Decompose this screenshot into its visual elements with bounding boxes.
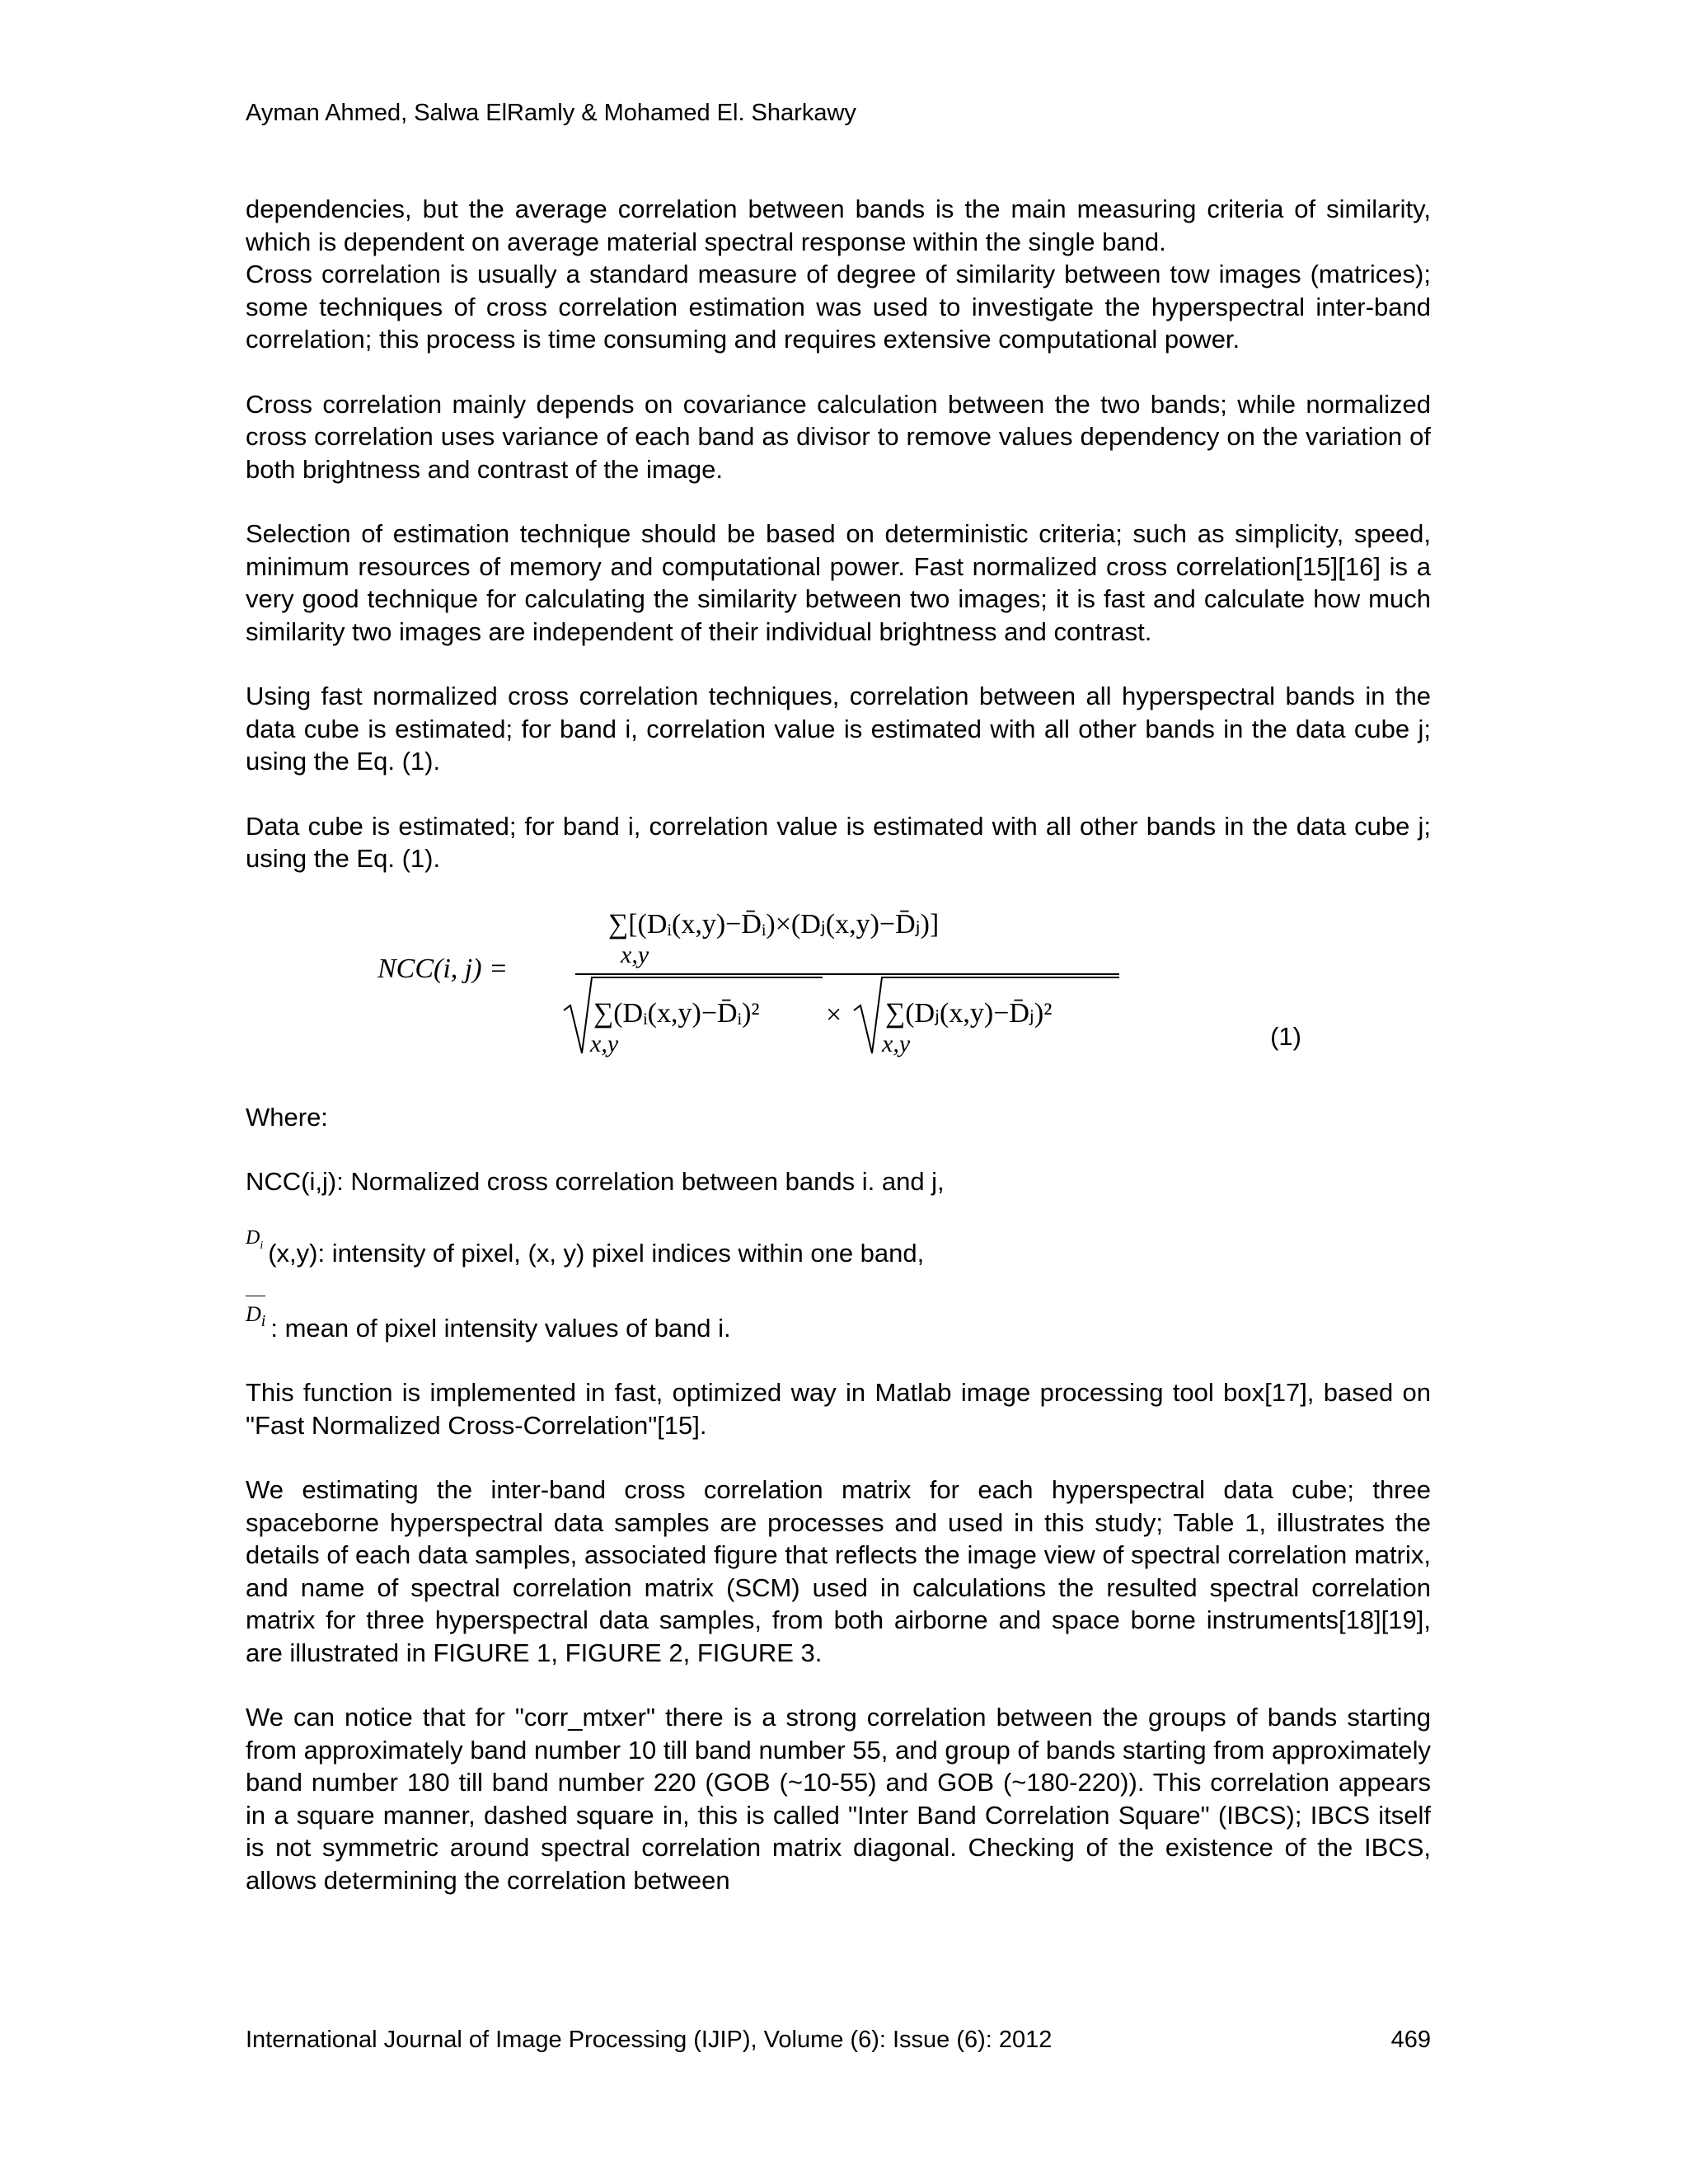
equation-numerator: ∑[(Dᵢ(x,y)−D̄ᵢ)×(Dⱼ(x,y)−D̄ⱼ)]	[608, 908, 940, 940]
paragraph-3: Cross correlation mainly depends on covariance calculation between the two bands; while normalized cross correlation uses variance of each band as divisor to remove values dependency on the variation of both brightness and contrast of the image.	[246, 389, 1431, 484]
equation-den-left-sub: x,y	[590, 1029, 619, 1057]
equation-times: ×	[826, 999, 842, 1030]
equation-den-right-sub: x,y	[882, 1029, 911, 1057]
equation-ncc	[246, 908, 1431, 1090]
equation-graphic	[246, 908, 1431, 1090]
equation-den-right: ∑(Dⱼ(x,y)−D̄ⱼ)²	[885, 997, 1053, 1029]
symbol-dibar: $D_i$	[246, 1296, 265, 1338]
equation-numerator-sub: x,y	[621, 940, 649, 968]
paragraph-4: Selection of estimation technique should be based on deterministic criteria; such as simplicity, speed, minimum resources of memory and computational power. Fast normalized cross correlation[15][16] is a very good technique for calculating the similarity between two images; it is fast and calculate how much similarity two images are independent of their individual brightness and contrast.	[246, 519, 1431, 646]
equation-den-left: ∑(Dᵢ(x,y)−D̄ᵢ)²	[593, 997, 760, 1029]
definition-di: $D_i$ (x,y): intensity of pixel, (x, y) pixel indices within one band,	[246, 1230, 1431, 1270]
definition-dibar: $D_i$ : mean of pixel intensity values of band i.	[246, 1302, 1431, 1345]
body-text	[246, 193, 1431, 1896]
page-footer	[246, 2024, 1431, 2055]
paragraph-6: Data cube is estimated; for band i, correlation value is estimated with all other bands in the data cube j; using the Eq. (1).	[246, 811, 1431, 873]
running-header: Ayman Ahmed, Salwa ElRamly & Mohamed El. Sharkawy	[246, 100, 856, 126]
paragraph-9: We can notice that for "corr_mtxer" there is a strong correlation between the groups of bands starting from approximately band number 10 till band number 55, and group of bands starting from approximately band number 180 till band number 220 (GOB (~10-55) and GOB (~180-220)). This correlation appears in a square manner, dashed square in, this is called "Inter Band Correlation Square" (IBCS); IBCS itself is not symmetric around spectral correlation matrix diagonal. Checking of the existence of the IBCS, allows determining the correlation between	[246, 1703, 1431, 1895]
where-label: Where:	[246, 1102, 328, 1132]
paragraph-1: dependencies, but the average correlation between bands is the main measuring criteria of similarity, which is dependent on average material spectral response within the single band.	[246, 194, 1431, 256]
paragraph-7: This function is implemented in fast, optimized way in Matlab image processing tool box[17], based on "Fast Normalized Cross-Correlation"[15].	[246, 1378, 1431, 1440]
equation-lhs: NCC(i, j) =	[377, 953, 509, 984]
paragraph-2: Cross correlation is usually a standard measure of degree of similarity between tow images (matrices); some techniques of cross correlation estimation was used to investigate the hyperspectral inter-band correlation; this process is time consuming and requires extensive computational power.	[246, 260, 1431, 354]
footer-journal: International Journal of Image Processing (IJIP), Volume (6): Issue (6): 2012	[246, 2027, 1053, 2053]
paragraph-8: We estimating the inter-band cross correlation matrix for each hyperspectral data cube; three spaceborne hyperspectral data samples are processes and used in this study; Table 1, illustrates the details of each data samples, associated figure that reflects the image view of spectral correlation matrix, and name of spectral correlation matrix (SCM) used in calculations the resulted spectral correlation matrix for three hyperspectral data samples, from both airborne and space borne instruments[18][19], are illustrated in FIGURE 1, FIGURE 2, FIGURE 3.	[246, 1475, 1431, 1667]
symbol-di: $D_i$	[246, 1226, 264, 1252]
equation-number: (1)	[1270, 1021, 1301, 1051]
definition-ncc: NCC(i,j): Normalized cross correlation between bands i. and j,	[246, 1167, 945, 1196]
paragraph-5: Using fast normalized cross correlation techniques, correlation between all hyperspectral bands in the data cube is estimated; for band i, correlation value is estimated with all other bands in the data cube j; using the Eq. (1).	[246, 682, 1431, 776]
page-number: 469	[1390, 2027, 1431, 2053]
